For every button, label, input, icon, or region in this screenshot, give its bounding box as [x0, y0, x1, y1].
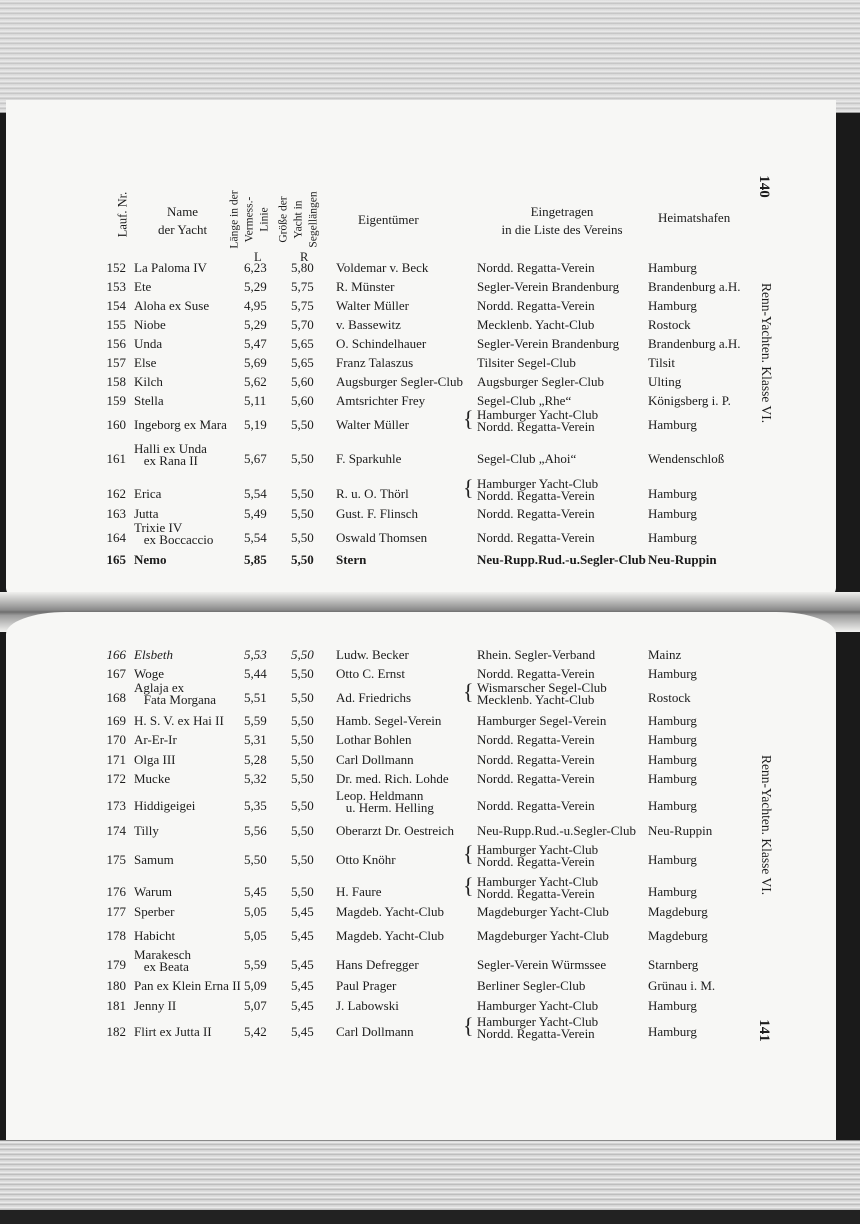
laenge-l: 6,23	[244, 260, 267, 275]
verein: Mecklenb. Yacht-Club	[477, 317, 595, 332]
brace-icon: {	[463, 679, 474, 704]
lauf-nr: 160	[106, 417, 126, 432]
lauf-nr: 174	[106, 823, 126, 838]
eigentuemer: Augsburger Segler-Club	[336, 374, 463, 389]
laenge-l: 5,32	[244, 771, 267, 786]
eigentuemer: Voldemar v. Beck	[336, 260, 429, 275]
verein: Nordd. Regatta-Verein	[477, 732, 595, 747]
lauf-nr: 170	[106, 732, 126, 747]
lauf-nr: 161	[106, 451, 126, 466]
laenge-l: 5,50	[244, 852, 267, 867]
groesse-r: 5,45	[291, 978, 314, 993]
groesse-r: 5,65	[291, 355, 314, 370]
verein: Nordd. Regatta-Verein	[477, 298, 595, 313]
page-140	[6, 100, 836, 610]
header-groesse: Größe der Yacht in Segellängen	[277, 191, 320, 248]
header-eigentuemer: Eigentümer	[358, 212, 419, 227]
heimatshafen: Magdeburg	[648, 928, 708, 943]
heimatshafen: Grünau i. M.	[648, 978, 716, 993]
brace-icon: {	[463, 1013, 474, 1038]
groesse-r: 5,45	[291, 1024, 314, 1039]
heimatshafen: Rostock	[648, 317, 691, 332]
groesse-r: 5,50	[291, 666, 314, 681]
yacht-name: Samum	[134, 852, 174, 867]
groesse-r: 5,45	[291, 957, 314, 972]
heimatshafen: Magdeburg	[648, 904, 708, 919]
heimatshafen: Hamburg	[648, 752, 697, 767]
verein: Augsburger Segler-Club	[477, 374, 604, 389]
eigentuemer: Hamb. Segel-Verein	[336, 713, 442, 728]
heimatshafen: Hamburg	[648, 798, 697, 813]
eigentuemer: Hans Defregger	[336, 957, 419, 972]
verein: Hamburger Yacht-Club Nordd. Regatta-Verein	[477, 874, 599, 901]
lauf-nr: 168	[106, 690, 126, 705]
laenge-l: 5,85	[244, 552, 267, 567]
verein: Rhein. Segler-Verband	[477, 647, 596, 662]
heimatshafen: Brandenburg a.H.	[648, 279, 741, 294]
verein: Hamburger Yacht-Club	[477, 998, 599, 1013]
laenge-l: 5,62	[244, 374, 267, 389]
lauf-nr: 176	[106, 884, 126, 899]
laenge-l: 5,05	[244, 904, 267, 919]
eigentuemer: Franz Talaszus	[336, 355, 414, 370]
eigentuemer: Amtsrichter Frey	[336, 393, 426, 408]
eigentuemer: Otto Knöhr	[336, 852, 396, 867]
laenge-l: 5,28	[244, 752, 267, 767]
eigentuemer: R. Münster	[336, 279, 395, 294]
groesse-r: 5,75	[291, 279, 314, 294]
lauf-nr: 171	[106, 752, 126, 767]
laenge-l: 5,11	[244, 393, 267, 408]
yacht-name: Woge	[134, 666, 164, 681]
page-number-141: 141	[755, 1019, 772, 1042]
laenge-l: 5,47	[244, 336, 267, 351]
eigentuemer: Gust. F. Flinsch	[336, 506, 419, 521]
lauf-nr: 179	[106, 957, 126, 972]
heimatshafen: Neu-Ruppin	[648, 552, 717, 567]
groesse-r: 5,45	[291, 904, 314, 919]
lauf-nr: 163	[106, 506, 126, 521]
verein: Segler-Verein Würmssee	[477, 957, 607, 972]
eigentuemer: Carl Dollmann	[336, 752, 414, 767]
lauf-nr: 162	[106, 486, 126, 501]
laenge-l: 5,07	[244, 998, 267, 1013]
groesse-r: 5,50	[291, 752, 314, 767]
lauf-nr: 164	[106, 530, 126, 545]
groesse-r: 5,50	[291, 451, 314, 466]
yacht-name: Jutta	[134, 506, 159, 521]
yacht-name: Mucke	[134, 771, 171, 786]
eigentuemer: Paul Prager	[336, 978, 397, 993]
verein: Nordd. Regatta-Verein	[477, 771, 595, 786]
groesse-r: 5,65	[291, 336, 314, 351]
eigentuemer: Carl Dollmann	[336, 1024, 414, 1039]
verein: Hamburger Yacht-Club Nordd. Regatta-Verein	[477, 842, 599, 869]
header-eingetragen: Eingetragen in die Liste des Vereins	[501, 204, 623, 237]
yacht-name: Kilch	[134, 374, 163, 389]
side-title-top: Renn-Yachten. Klasse VI.	[759, 283, 774, 424]
verein: Segel-Club „Ahoi“	[477, 451, 577, 466]
verein: Nordd. Regatta-Verein	[477, 752, 595, 767]
brace-icon: {	[463, 873, 474, 898]
heimatshafen: Brandenburg a.H.	[648, 336, 741, 351]
page-number-140: 140	[755, 175, 772, 198]
yacht-name: Sperber	[134, 904, 175, 919]
groesse-r: 5,50	[291, 852, 314, 867]
groesse-r: 5,50	[291, 417, 314, 432]
side-title-bottom: Renn-Yachten. Klasse VI.	[759, 755, 774, 896]
groesse-r: 5,75	[291, 298, 314, 313]
heimatshafen: Hamburg	[648, 298, 697, 313]
verein: Nordd. Regatta-Verein	[477, 666, 595, 681]
groesse-r: 5,50	[291, 732, 314, 747]
heimatshafen: Ulting	[648, 374, 682, 389]
groesse-r: 5,50	[291, 884, 314, 899]
yacht-name: Ar-Er-Ir	[134, 732, 177, 747]
lauf-nr: 173	[106, 798, 126, 813]
laenge-l: 4,95	[244, 298, 267, 313]
verein: Tilsiter Segel-Club	[477, 355, 576, 370]
groesse-r: 5,50	[291, 771, 314, 786]
lauf-nr: 154	[106, 298, 126, 313]
heimatshafen: Rostock	[648, 690, 691, 705]
eigentuemer: Walter Müller	[336, 417, 409, 432]
heimatshafen: Wendenschloß	[648, 451, 725, 466]
laenge-l: 5,59	[244, 713, 267, 728]
lauf-nr: 159	[106, 393, 126, 408]
groesse-r: 5,50	[291, 647, 314, 662]
verein: Neu-Rupp.Rud.-u.Segler-Club	[477, 823, 636, 838]
laenge-l: 5,09	[244, 978, 267, 993]
eigentuemer: Stern	[336, 552, 367, 567]
groesse-r: 5,80	[291, 260, 314, 275]
groesse-r: 5,50	[291, 552, 314, 567]
eigentuemer: J. Labowski	[336, 998, 399, 1013]
verein: Hamburger Yacht-Club Nordd. Regatta-Verein	[477, 407, 599, 434]
yacht-name: La Paloma IV	[134, 260, 207, 275]
yacht-name: Aglaja ex Fata Morgana	[134, 680, 217, 707]
laenge-l: 5,45	[244, 884, 267, 899]
laenge-l: 5,29	[244, 279, 267, 294]
lauf-nr: 152	[106, 260, 126, 275]
lauf-nr: 166	[106, 647, 126, 662]
eigentuemer: Oberarzt Dr. Oestreich	[336, 823, 455, 838]
laenge-l: 5,53	[244, 647, 267, 662]
verein: Magdeburger Yacht-Club	[477, 928, 609, 943]
page-141	[6, 612, 836, 1144]
heimatshafen: Hamburg	[648, 530, 697, 545]
laenge-l: 5,51	[244, 690, 267, 705]
heimatshafen: Hamburg	[648, 506, 697, 521]
verein: Wismarscher Segel-Club Mecklenb. Yacht-Club	[477, 680, 607, 707]
yacht-name: Ete	[134, 279, 152, 294]
verein: Nordd. Regatta-Verein	[477, 530, 595, 545]
eigentuemer: Lothar Bohlen	[336, 732, 412, 747]
eigentuemer: Magdeb. Yacht-Club	[336, 904, 444, 919]
header-name: Name der Yacht	[158, 204, 208, 237]
yacht-name: Erica	[134, 486, 162, 501]
lauf-nr: 158	[106, 374, 126, 389]
yacht-name: Jenny II	[134, 998, 177, 1013]
heimatshafen: Tilsit	[648, 355, 675, 370]
heimatshafen: Hamburg	[648, 486, 697, 501]
yacht-name: Flirt ex Jutta II	[134, 1024, 212, 1039]
verein: Nordd. Regatta-Verein	[477, 260, 595, 275]
yacht-name: Elsbeth	[134, 647, 173, 662]
verein: Berliner Segler-Club	[477, 978, 586, 993]
yacht-name: Ingeborg ex Mara	[134, 417, 227, 432]
yacht-name: Olga III	[134, 752, 176, 767]
brace-icon: {	[463, 841, 474, 866]
verein: Nordd. Regatta-Verein	[477, 798, 595, 813]
heimatshafen: Hamburg	[648, 260, 697, 275]
yacht-name: Niobe	[134, 317, 166, 332]
laenge-l: 5,05	[244, 928, 267, 943]
verein: Hamburger Yacht-Club Nordd. Regatta-Verein	[477, 476, 599, 503]
heimatshafen: Königsberg i. P.	[648, 393, 731, 408]
heimatshafen: Hamburg	[648, 732, 697, 747]
groesse-r: 5,60	[291, 393, 314, 408]
yacht-name: H. S. V. ex Hai II	[134, 713, 224, 728]
heimatshafen: Hamburg	[648, 852, 697, 867]
groesse-r: 5,50	[291, 823, 314, 838]
verein: Neu-Rupp.Rud.-u.Segler-Club	[477, 552, 646, 567]
lauf-nr: 165	[106, 552, 126, 567]
page-stack-bottom-edge	[0, 1140, 860, 1224]
eigentuemer: H. Faure	[336, 884, 382, 899]
yacht-name: Tilly	[134, 823, 159, 838]
laenge-l: 5,42	[244, 1024, 267, 1039]
laenge-l: 5,31	[244, 732, 267, 747]
verein: Segel-Club „Rhe“	[477, 393, 572, 408]
groesse-r: 5,50	[291, 798, 314, 813]
heimatshafen: Hamburg	[648, 771, 697, 786]
yacht-name: Stella	[134, 393, 164, 408]
groesse-r: 5,50	[291, 486, 314, 501]
verein: Magdeburger Yacht-Club	[477, 904, 609, 919]
yacht-name: Else	[134, 355, 157, 370]
eigentuemer: Otto C. Ernst	[336, 666, 405, 681]
lauf-nr: 180	[106, 978, 126, 993]
eigentuemer: R. u. O. Thörl	[336, 486, 409, 501]
lauf-nr: 177	[106, 904, 126, 919]
lauf-nr: 172	[106, 771, 126, 786]
verein: Nordd. Regatta-Verein	[477, 506, 595, 521]
lauf-nr: 157	[106, 355, 126, 370]
brace-icon: {	[463, 406, 474, 431]
yacht-name: Hiddigeigei	[134, 798, 196, 813]
eigentuemer: F. Sparkuhle	[336, 451, 402, 466]
header-l-letter: L	[254, 250, 262, 264]
yacht-name: Unda	[134, 336, 163, 351]
eigentuemer: O. Schindelhauer	[336, 336, 427, 351]
laenge-l: 5,56	[244, 823, 267, 838]
lauf-nr: 169	[106, 713, 126, 728]
brace-icon: {	[463, 475, 474, 500]
heimatshafen: Mainz	[648, 647, 682, 662]
lauf-nr: 181	[106, 998, 126, 1013]
heimatshafen: Starnberg	[648, 957, 699, 972]
laenge-l: 5,49	[244, 506, 267, 521]
yacht-name: Marakesch ex Beata	[134, 947, 192, 974]
eigentuemer: v. Bassewitz	[336, 317, 401, 332]
lauf-nr: 175	[106, 852, 126, 867]
heimatshafen: Hamburg	[648, 884, 697, 899]
laenge-l: 5,19	[244, 417, 267, 432]
eigentuemer: Leop. Heldmann u. Herm. Helling	[336, 788, 434, 815]
eigentuemer: Walter Müller	[336, 298, 409, 313]
header-laenge: Länge in der Vermess.- Linie	[228, 190, 271, 249]
verein: Segler-Verein Brandenburg	[477, 279, 620, 294]
yacht-name: Pan ex Klein Erna II	[134, 978, 241, 993]
groesse-r: 5,45	[291, 998, 314, 1013]
verein: Hamburger Yacht-Club Nordd. Regatta-Verein	[477, 1014, 599, 1041]
heimatshafen: Hamburg	[648, 998, 697, 1013]
groesse-r: 5,50	[291, 530, 314, 545]
lauf-nr: 155	[106, 317, 126, 332]
heimatshafen: Neu-Ruppin	[648, 823, 713, 838]
lauf-nr: 156	[106, 336, 126, 351]
groesse-r: 5,60	[291, 374, 314, 389]
groesse-r: 5,50	[291, 713, 314, 728]
eigentuemer: Oswald Thomsen	[336, 530, 428, 545]
laenge-l: 5,29	[244, 317, 267, 332]
groesse-r: 5,50	[291, 690, 314, 705]
yacht-name: Halli ex Unda ex Rana II	[134, 441, 207, 468]
heimatshafen: Hamburg	[648, 1024, 697, 1039]
heimatshafen: Hamburg	[648, 713, 697, 728]
heimatshafen: Hamburg	[648, 417, 697, 432]
groesse-r: 5,45	[291, 928, 314, 943]
eigentuemer: Ad. Friedrichs	[336, 690, 412, 705]
verein: Segler-Verein Brandenburg	[477, 336, 620, 351]
laenge-l: 5,54	[244, 486, 267, 501]
header-r-letter: R	[300, 250, 309, 264]
laenge-l: 5,54	[244, 530, 267, 545]
yacht-name: Trixie IV ex Boccaccio	[134, 520, 214, 547]
laenge-l: 5,35	[244, 798, 267, 813]
eigentuemer: Ludw. Becker	[336, 647, 409, 662]
eigentuemer: Magdeb. Yacht-Club	[336, 928, 444, 943]
page-stack-top-edge	[0, 0, 860, 113]
yacht-name: Nemo	[134, 552, 167, 567]
lauf-nr: 153	[106, 279, 126, 294]
lauf-nr: 182	[106, 1024, 126, 1039]
lauf-nr: 167	[106, 666, 126, 681]
groesse-r: 5,50	[291, 506, 314, 521]
lauf-nr: 178	[106, 928, 126, 943]
yacht-name: Habicht	[134, 928, 176, 943]
header-lauf-nr: Lauf. Nr.	[115, 191, 130, 238]
groesse-r: 5,70	[291, 317, 314, 332]
yacht-name: Aloha ex Suse	[134, 298, 210, 313]
header-heimatshafen: Heimatshafen	[658, 210, 731, 225]
heimatshafen: Hamburg	[648, 666, 697, 681]
eigentuemer: Dr. med. Rich. Lohde	[336, 771, 449, 786]
laenge-l: 5,67	[244, 451, 267, 466]
yacht-name: Warum	[134, 884, 172, 899]
verein: Hamburger Segel-Verein	[477, 713, 607, 728]
laenge-l: 5,69	[244, 355, 267, 370]
laenge-l: 5,59	[244, 957, 267, 972]
laenge-l: 5,44	[244, 666, 267, 681]
